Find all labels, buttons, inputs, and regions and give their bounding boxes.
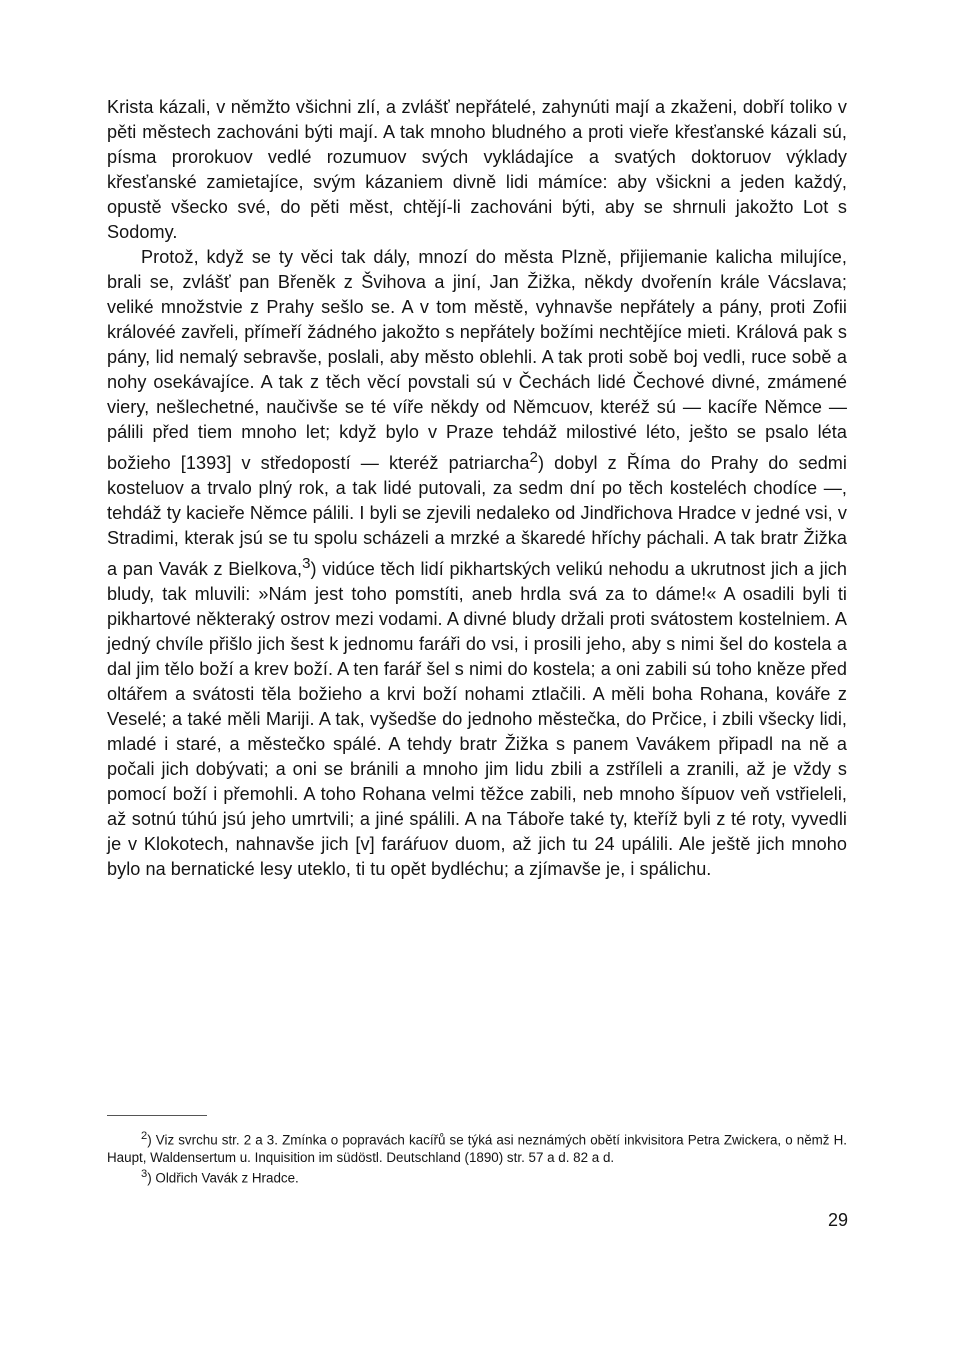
footnote-marker: 2 [141,1130,148,1142]
paragraph-text: Protož, když se ty věci tak dály, mnozí do města Plzně, přijiemanie kalicha milujíce, brali se, zvlášť pan Břeněk z Švihova a jiní, Jan Žižka, někdy dvořenín krále Vácslava; veliké množstvie z Prahy sešlo se. A v tom městě, vyhnavše nepřátely a pány, proti Zofii královéé zavřeli, přímeří žádného jakožto s nepřátely božími nechtějíce mieti. Králová pak s pány, lid nemalý sebravše, poslali, aby město oblehli. A tak proti sobě boj vedli, ruce sobě a nohy osekávajíce. A tak z těch věcí povstali sú v Čechách lidé Čechové divné, zmámené viery, nešlechetné, naučivše se té víře někdy od Němcuov, kteréž sú — kacíře Němce — pálili před tiem mnoho let; když bylo v Praze tehdáž milostivé léto, ješto se psalo léta božieho [1393] v středopostí — kteréž patriarcha [107,247,847,474]
page-body [107,95,847,882]
paragraph-text: ) vidúce těch lidí pikhartských velikú nehodu a ukrutnost jich a jich bludy, tak mluvili: »Nám jest toho pomstíti, aneb hrdla svá za to dáme!« A osadili byli ti pikhartové některaký ostrov mezi vodami. A divné bludy držali proti svátostem kostelniem. A jedný chvíle přišlo jich šest k jednomu faráři do vsi, i prosili jeho, aby s nimi šel do kostela a dal jim tělo boží a krev boží. A ten farář šel s nimi do kostela; a oni zabili sú toho kněze před oltářem a svátosti těla božieho a krvi boží nohami ztlačili. A měli boha Rohana, kováře z Veselé; a také měli Mariji. A tak, vyšedše do jednoho městečka, do Prčice, i zbili všecky lidi, mladé i staré, a městečko spálé. A tehdy bratr Žižka s panem Vavákem připadl na ně a počali jich dobývati; a oni se bránili a mnoho jim lidu zbili a zstříleli a zranili, až je vždy s pomocí boží i přemohli. A toho Rohana velmi těžce zabili, neb mnoho šípuov veň vstřieleli, až sotnú túhú jsú jeho umrtvili; a jiné spálili. A na Táboře také ty, kteříž byli z té roty, vyvedli je v Klokotech, nahnavše jich [v] faráŕuov duom, až jich tu 24 upálili. Ale ještě jich mnoho bylo na bernatické lesy uteklo, ti tu opět bydléchu; a zjímavše je, i spálichu. [107,559,847,880]
page-number: 29 [827,1210,848,1230]
footnote-marker: 3 [141,1168,148,1181]
footnote-ref-3: 3 [302,555,311,573]
footnote-text: ) Viz svrchu str. 2 a 3. Zmínka o popravách kacířů se týká asi neznámých obětí inkvisitora Petra Zwickera, o němž H. Haupt, Waldensertum u. Inquisition im südöstl. Deutschland (1890) str. 57 a d. 82 a d. [107,1132,847,1165]
paragraph-text: ) dobyl z Říma do Prahy do sedmi kosteluov a trvalo plný rok, a tak lidé putovali, za sedm dní po těch kosteléch chodíce —, tehdáž ty kacieře Němce pálili. I byli se zjevili nedaleko od Jindřichova Hradce v jedné vsi, v Stradimi, kterak jsú se tu spolu scházeli a mrzké a škaredé hříchy páchali. A tak bratr Žižka a pan Vavák z Bielkova, [107,453,847,580]
footnote-divider [107,1115,207,1116]
footnotes [107,1128,847,1187]
paragraph [107,245,847,882]
footnote-2 [107,1128,847,1166]
footnote-3 [107,1166,847,1187]
footnote-ref-2: 2 [529,449,538,466]
paragraph: Krista kázali, v němžto všichni zlí, a zvlášť nepřátelé, zahynúti mají a zkaženi, dobří toliko v pěti městech zachováni býti mají. A tak mnoho bludného a proti vieře křesťanské kázali sú, písma prorokuov vedlé rozumuov svých vykládajíce a svatých doktoruov výklady křesťanské zamietajíce, svým kázaniem divně lidi mámíce: aby všickni a jeden každý, opustě všecko své, do pěti měst, chtějí-li zachováni býti, aby se shrnuli jakožto Lot s Sodomy. [107,97,847,242]
main-text [107,95,847,882]
footnote-text: ) Oldřich Vavák z Hradce. [147,1170,299,1186]
